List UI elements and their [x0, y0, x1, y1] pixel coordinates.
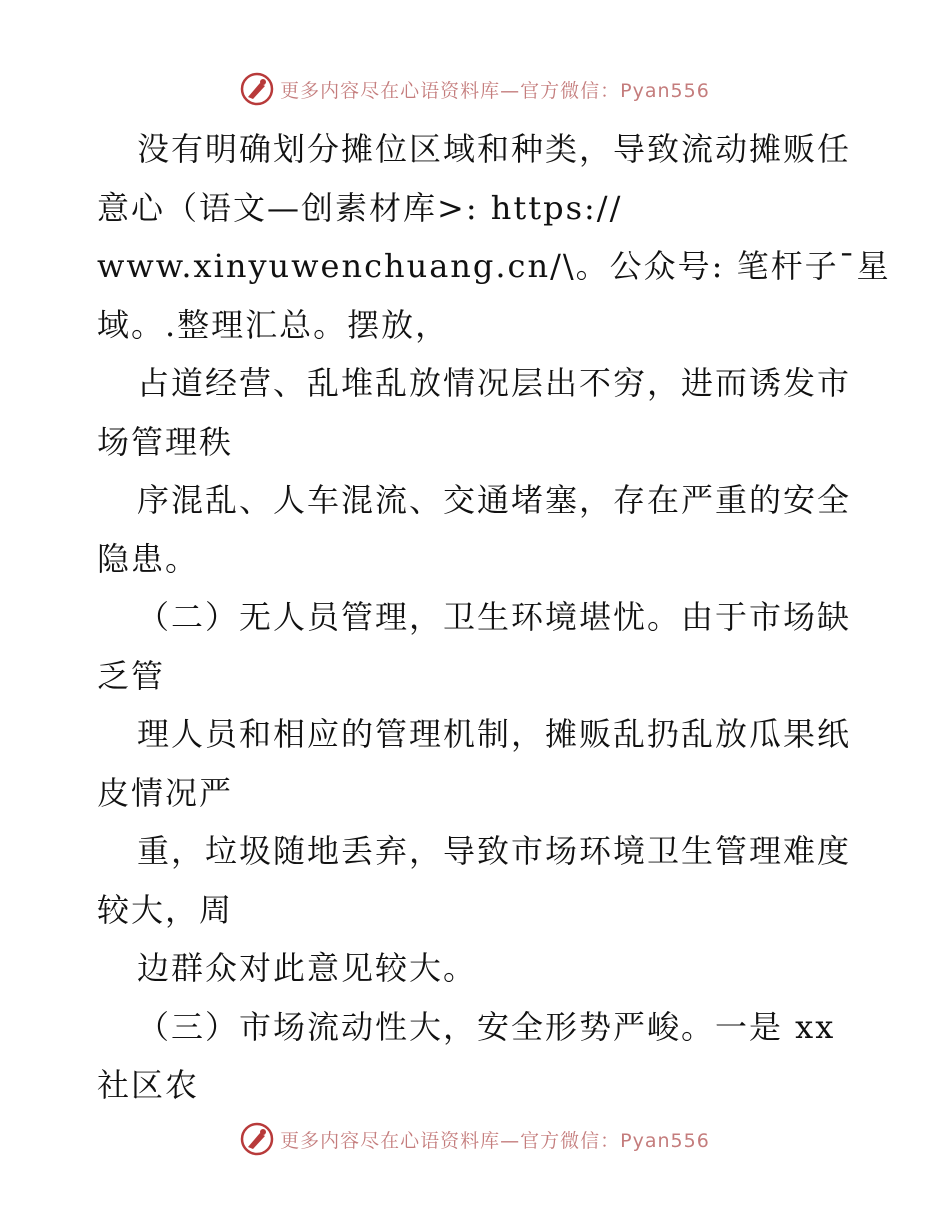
text-line: 意心（语文—创素材库>: https://: [97, 188, 623, 227]
text-line: 社区农: [97, 1066, 200, 1104]
text-line: 序混乱、人车混流、交通堵塞，存在严重的安全: [137, 481, 852, 519]
text-line: 乏管: [97, 656, 166, 695]
text-line: 没有明确划分摊位区域和种类，导致流动摊贩任: [137, 130, 852, 168]
text-line: 场管理秩: [97, 422, 234, 461]
pen-logo-icon: [240, 72, 274, 106]
text-line: 占道经营、乱堆乱放情况层出不穷，进而诱发市: [137, 364, 852, 402]
text-line: 重，垃圾随地丢弃，导致市场环境卫生管理难度: [137, 832, 852, 870]
footer-banner-text: 更多内容尽在心语资料库—官方微信：Pyan556: [280, 1129, 710, 1152]
text-line: （二）无人员管理，卫生环境堪忧。由于市场缺: [137, 598, 852, 636]
text-line: 理人员和相应的管理机制，摊贩乱扔乱放瓜果纸: [137, 715, 852, 753]
pen-logo-icon: [240, 1122, 274, 1156]
text-line: （三）市场流动性大，安全形势严峻。一是 xx: [137, 1007, 836, 1046]
text-line: 隐患。: [97, 539, 200, 578]
text-line: 较大，周: [97, 890, 234, 929]
footer-banner: [0, 1122, 950, 1156]
document-body: [97, 120, 891, 1115]
header-banner: [0, 72, 950, 106]
text-line: www.xinyuwenchuang.cn/\。公众号: 笔杆子¯星: [97, 247, 891, 285]
text-line: 域。.整理汇总。摆放，: [97, 305, 450, 344]
text-line: 皮情况严: [97, 773, 234, 812]
header-banner-text: 更多内容尽在心语资料库—官方微信：Pyan556: [280, 79, 710, 102]
text-line: 边群众对此意见较大。: [137, 949, 478, 987]
